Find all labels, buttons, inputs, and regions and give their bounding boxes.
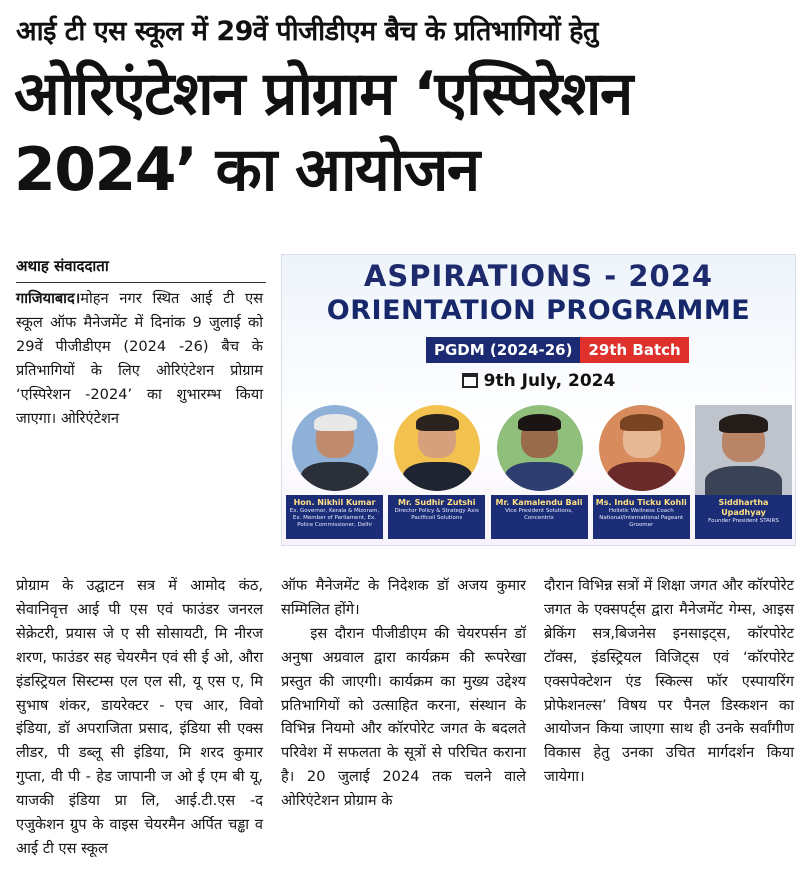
- speaker-name: Ms. Indu Ticku Kohli: [595, 498, 687, 507]
- speaker-photo: [695, 405, 792, 497]
- column-3-text: दौरान विभिन्न सत्रों में शिक्षा जगत और कॉरपोरेट जगत के एक्सपर्ट्स द्वारा मैनेजमेंट गेम्स, आइस ब्रेकिंग सत्र,बिजनेस इनसाइट्स, कॉरपोरेट टॉक्स, इंडस्ट्रियल विजिट्स एवं ‘कॉरपोरेट एक्सपेक्टेशन एंड स्किल्स फॉर एस्पायरिंग प्रोफेशनल्स’ विषय पर पैनल डिस्कशन का आयोजन किया जाएगा साथ ही उनके सर्वांगीण विकास हेतु उनका उचित मार्गदर्शन किया जायेगा।: [544, 577, 794, 786]
- speaker-role: Holistic Wellness Coach National/International Pageant Groomer: [599, 508, 684, 528]
- column-1-text: मोहन नगर स्थित आई टी एस स्कूल ऑफ मैनेजमेंट में दिनांक 9 जुलाई को 29वें पीजीडीएम (2024 -26) बैच के प्रतिभागियों के लिए ओरिएंटेशन प्रोग्राम ‘एस्पिरेशन -2024’ का शुभारम्भ किया जाएगा। ओरिएंटेशन: [16, 290, 263, 427]
- speaker-photo: [292, 405, 378, 491]
- column-1b-text: प्रोग्राम के उद्घाटन सत्र में आमोद कंठ, सेवानिवृत्त आई पी एस एवं फाउंडर जनरल सेक्रेटरी, प्रयास जे ए सी सोसायटी, मि नीरज शरण, फाउंडर सह चेयरमैन एवं सी ई ओ, औरा इंडस्ट्रियल सिस्टम्स एल एल सी, यू एस ए, मि सुभाष शंकर, डायरेक्टर - एच आर, विवो इंडिया, डॉ अपराजिता प्रसाद, इंडिया सी एक्स लीडर, पी डब्लू सी इंडिया, मि शरद कुमार गुप्ता, वी पी - हेड जापानी ज ओ ई एम बी यू, याजकी इंडिया प्रा लि, आई.टी.एस -द एजुकेशन ग्रुप के वाइस चेयरमैन अर्पित चड्ढा व आई टी एस स्कूल: [16, 577, 263, 857]
- speaker-name: Hon. Nikhil Kumar: [293, 498, 376, 507]
- speaker-card: [286, 403, 383, 539]
- speaker-role: Vice President Solutions, Concentrix: [505, 508, 573, 521]
- speaker-name: Mr. Kamalendu Bali: [495, 498, 583, 507]
- batch-banner: [426, 337, 689, 363]
- poster-title: ASPIRATIONS - 2024: [363, 259, 714, 293]
- article-column-1-top: [16, 287, 263, 430]
- speaker-card: [491, 403, 588, 539]
- speaker-card: [388, 403, 485, 539]
- headline-line-1: ओरिएंटेशन प्रोग्राम ‘एस्पिरेशन: [14, 59, 632, 129]
- column-2-paragraph-1: ऑफ मैनेजमेंट के निदेशक डॉ अजय कुमार सम्मिलित होंगे।: [281, 577, 526, 618]
- event-date-text: 9th July, 2024: [483, 371, 616, 391]
- poster-subtitle: ORIENTATION PROGRAMME: [326, 295, 751, 326]
- event-poster: [281, 254, 796, 546]
- speaker-list: [286, 403, 792, 539]
- speaker-role: Founder President STAIRS: [708, 518, 779, 524]
- speaker-role: Director Policy & Strategy Axis Pacificoil Solutions: [394, 508, 479, 521]
- speaker-caption: [491, 495, 588, 539]
- speaker-caption: [695, 495, 792, 539]
- headline-line-2: 2024’ का आयोजन: [14, 135, 479, 205]
- speaker-photo: [599, 405, 685, 491]
- batch-label: 29th Batch: [580, 337, 688, 363]
- speaker-role: Ex. Governor, Kerala & Mizoram, Ex. Member of Parliament, Ex. Police Commissioner, Delhi: [289, 508, 380, 528]
- speaker-caption: [593, 495, 690, 539]
- speaker-photo: [394, 405, 480, 491]
- article-kicker: आई टी एस स्कूल में 29वें पीजीडीएम बैच के प्रतिभागियों हेतु: [16, 16, 598, 47]
- speaker-caption: [388, 495, 485, 539]
- speaker-caption: [286, 495, 383, 539]
- calendar-icon: [462, 373, 478, 388]
- article-column-3: [544, 574, 794, 789]
- speaker-photo: [497, 405, 583, 491]
- dateline: गाजियाबाद।: [16, 290, 81, 307]
- speaker-card: [593, 403, 690, 539]
- event-date: [282, 371, 795, 391]
- byline: अथाह संवाददाता: [16, 256, 266, 283]
- speaker-name: Siddhartha Upadhyay: [718, 498, 769, 517]
- article-headline: [14, 56, 799, 208]
- speaker-card: [695, 403, 792, 539]
- speaker-name: Mr. Sudhir Zutshi: [398, 498, 476, 507]
- column-2-paragraph-2: इस दौरान पीजीडीएम की चेयरपर्सन डॉ अनुषा अग्रवाल द्वारा कार्यक्रम की रूपरेखा प्रस्तुत की जाएगी। कार्यक्रम का मुख्य उद्देश्य प्रतिभागियों को उत्साहित करना, संस्थान के विभिन्न नियमो और कॉरपोरेट जगत के बदलते परिवेश में सफलता के सूत्रों से परिचित कराना है। 20 जुलाई 2024 तक चलने वाले ओरिएंटेशन प्रोग्राम के: [281, 624, 526, 810]
- article-column-1-bottom: [16, 574, 263, 861]
- article-column-2: [281, 574, 526, 813]
- program-label: PGDM (2024-26): [426, 337, 580, 363]
